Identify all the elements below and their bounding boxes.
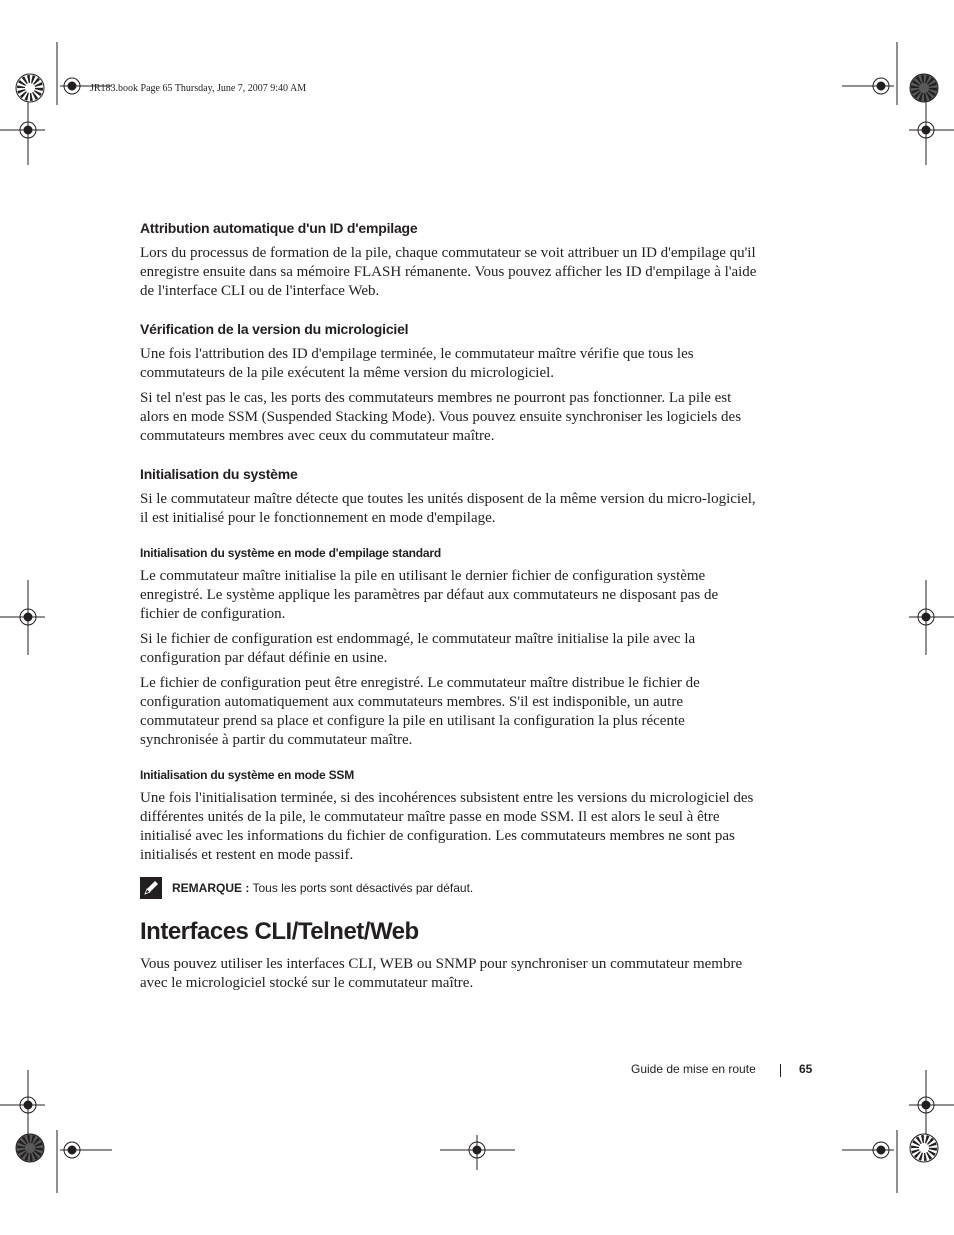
page-body <box>140 220 760 865</box>
page-number: 65 <box>799 1062 813 1076</box>
paragraph: Une fois l'initialisation terminée, si des incohérences subsistent entre les versions du micrologiciel des différentes unités de la pile, le commutateur maître passe en mode SSM. Il est alors le seul à être initialisé avec les informations du fichier de configuration. Les commutateurs membres ne sont pas initialisés et restent en mode passif. <box>140 790 754 863</box>
note-box <box>140 877 473 899</box>
note-body: Tous les ports sont désactivés par défaut. <box>252 881 474 895</box>
print-slug: JR183.book Page 65 Thursday, June 7, 2007 9:40 AM <box>90 83 307 94</box>
subsection-heading-ssm-mode: Initialisation du système en mode SSM <box>140 768 354 782</box>
paragraph: Le fichier de configuration peut être enregistré. Le commutateur maître distribue le fichier de configuration automatiquement aux commutateurs membres. S'il est indisponible, un autre commutateur prend sa place et configure la pile en utilisant la configuration la plus récente synchronisée à partir du commutateur maître. <box>140 675 700 748</box>
paragraph: Une fois l'attribution des ID d'empilage terminée, le commutateur maître vérifie que tous les commutateurs de la pile exécutent la même version du micrologiciel. <box>140 346 694 381</box>
pencil-note-icon <box>140 877 162 899</box>
chapter-heading: Interfaces CLI/Telnet/Web <box>140 918 419 945</box>
paragraph: Si le commutateur maître détecte que toutes les unités disposent de la même version du micro-logiciel, il est initialisé pour le fonctionnement en mode d'empilage. <box>140 491 756 526</box>
paragraph: Si le fichier de configuration est endommagé, le commutateur maître initialise la pile avec la configuration par défaut définie en usine. <box>140 631 696 666</box>
paragraph: Le commutateur maître initialise la pile en utilisant le dernier fichier de configuration système enregistré. Le système applique les paramètres par défaut aux commutateurs ne disposant pas de fichier de configuration. <box>140 568 719 622</box>
subsection-heading-standard-mode: Initialisation du système en mode d'empilage standard <box>140 546 441 560</box>
footer-separator <box>780 1064 781 1077</box>
section-heading-stack-id: Attribution automatique d'un ID d'empilage <box>140 220 418 236</box>
paragraph: Lors du processus de formation de la pile, chaque commutateur se voit attribuer un ID d'empilage qu'il enregistre ensuite dans sa mémoire FLASH rémanente. Vous pouvez afficher les ID d'empilage à l'aide de l'interface CLI ou de l'interface Web. <box>140 245 757 299</box>
footer-guide-title: Guide de mise en route <box>631 1062 756 1076</box>
section-heading-system-init: Initialisation du système <box>140 466 298 482</box>
note-text <box>172 881 473 895</box>
note-label: REMARQUE : <box>172 881 250 895</box>
chapter-paragraph: Vous pouvez utiliser les interfaces CLI, WEB ou SNMP pour synchroniser un commutateur membre avec le micrologiciel stocké sur le commutateur maître. <box>140 956 743 991</box>
section-heading-firmware-check: Vérification de la version du micrologiciel <box>140 321 409 337</box>
paragraph: Si tel n'est pas le cas, les ports des commutateurs membres ne pourront pas fonctionner. La pile est alors en mode SSM (Suspended Stacking Mode). Vous pouvez ensuite synchroniser les logiciels des commutateurs membres avec ceux du commutateur maître. <box>140 390 742 444</box>
